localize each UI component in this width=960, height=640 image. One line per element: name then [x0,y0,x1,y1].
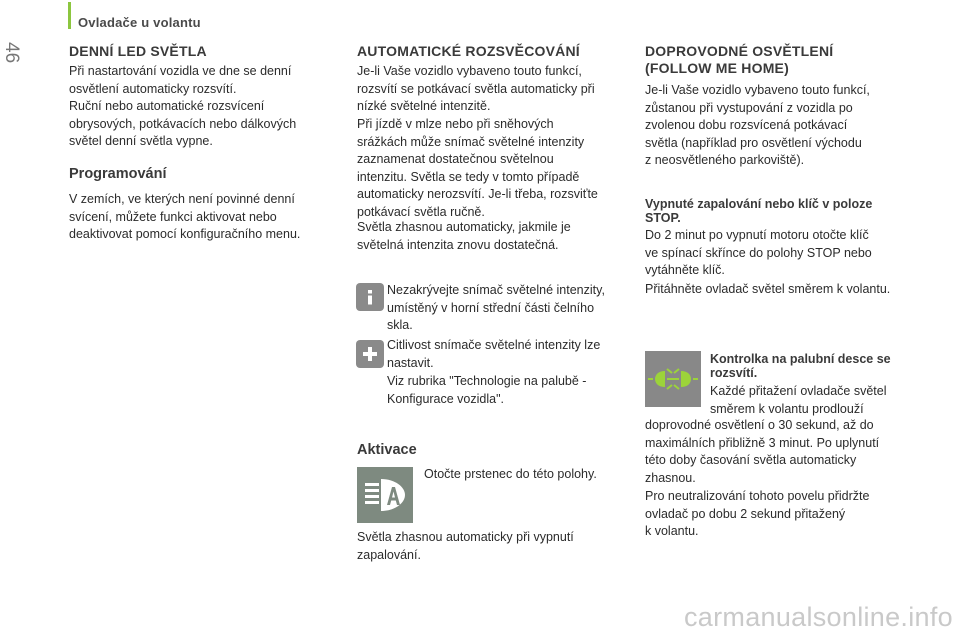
text-line: V zemích, ve kterých není povinné denní [69,192,295,206]
text-line: Světla zhasnou automaticky, jakmile je [357,220,571,234]
heading-line: rozsvítí. [710,366,758,380]
text-line: intenzitu. Světla se tedy v tomto případě [357,169,580,184]
text-line: Konfigurace vozidla". [387,391,505,406]
text-line: maximálních přibližně 3 minut. Po uplynutí [645,435,880,450]
auto-para-1 [357,63,632,116]
auto-para-2 [357,116,632,221]
neutralize-para [645,488,930,541]
text-line: z neosvětleného parkoviště). [645,153,805,167]
text-line: zaznamenat dostatečnou světelnou [357,152,554,166]
info-note [387,282,637,335]
text-line: Viz rubrika "Technologie na palubě - [387,374,587,388]
text-line: automaticky nerozsvítí. Je-li třeba, rozsviťte [357,187,598,201]
text-line: Do 2 minut po vypnutí motoru otočte klíč [645,228,869,242]
page-number: 46 [1,42,22,64]
text-line: Citlivost snímače světelné intenzity lze [387,338,601,352]
text-line: Přitáhněte ovladač světel směrem k volantu. [645,282,891,296]
text-line: Při jízdě v mlze nebo při sněhových [357,117,554,131]
heading-line: STOP. [645,211,681,225]
heading-line: Vypnuté zapalování nebo klíč v poloze [645,197,873,211]
reference-note [387,373,637,408]
text-line: světelná intenzita znovu dostatečná. [357,237,559,252]
text-line: k volantu. [645,524,699,538]
text-line: osvětlení automaticky rozsvítí. [69,81,237,96]
text-line: ve spínací skřínce do polohy STOP nebo [645,245,872,260]
text-line: deaktivovat pomocí konfiguračního menu. [69,227,301,241]
auto-light-icon [357,467,413,523]
text-line: rozsvítí se potkávací světla automaticky při [357,81,595,96]
lamp-para-1 [710,383,930,418]
plus-icon [356,340,384,368]
text-line: Nezakrývejte snímač světelné intenzity, [387,283,605,297]
text-line: ovladač po dobu 2 sekund přitažený [645,506,846,521]
text-line: Světla zhasnou automaticky při vypnutí [357,530,574,544]
text-line: srážkách může snímač světelné intenzity [357,134,585,149]
heading-programming: Programování [69,166,167,182]
dashboard-lamp-icon [645,351,701,407]
header-accent-bar [68,2,71,29]
heading-line: (FOLLOW ME HOME) [645,60,789,76]
heading-follow-me-home [645,43,833,77]
headlamp-warning-glyph [645,351,701,407]
info-icon-glyph [360,287,380,307]
day-lights-para-2 [69,98,339,151]
text-line: nízké světelné intenzitě. [357,99,491,113]
text-line: Je-li Vaše vozidlo vybaveno touto funkcí, [645,83,870,97]
heading-activation: Aktivace [357,442,417,458]
sensitivity-note [387,337,637,372]
heading-ignition-off [645,197,925,225]
text-line: světel denní světla vypne. [69,134,213,148]
auto-para-3 [357,219,632,254]
text-line: skla. [387,318,413,332]
info-icon [356,283,384,311]
section-title: Ovladače u volantu [78,15,201,30]
text-line: doprovodné osvětlení o 30 sekund, až do [645,418,874,432]
plus-icon-glyph [360,344,380,364]
watermark: carmanualsonline.info [684,602,953,632]
follow-para-1 [645,82,925,170]
text-line: Ruční nebo automatické rozsvícení [69,99,265,113]
text-line: zůstanou při vystupování z vozidla po [645,100,853,115]
day-lights-para-1 [69,63,339,98]
lamp-para-2 [645,417,930,487]
heading-auto-lighting: AUTOMATICKÉ ROZSVĚCOVÁNÍ [357,43,580,59]
heading-lamp-on [710,352,930,380]
auto-headlamp-glyph [357,467,413,523]
pull-lever-para [645,281,935,299]
text-line: nastavit. [387,355,434,370]
text-line: Při nastartování vozidla ve dne se denní [69,64,292,78]
text-line: Je-li Vaše vozidlo vybaveno touto funkcí, [357,64,582,78]
text-line: vytáhněte klíč. [645,263,725,277]
text-line: směrem k volantu prodlouží [710,401,864,416]
text-line: světla (například pro osvětlení východu [645,135,862,150]
programming-para [69,191,339,244]
ignition-para [645,227,925,280]
text-line: Každé přitažení ovladače světel [710,384,887,398]
activation-para [357,529,632,564]
heading-line: Kontrolka na palubní desce se [710,352,891,366]
text-line: Pro neutralizování tohoto povelu přidržte [645,489,870,503]
text-line: zvolenou dobu rozsvícená potkávací [645,118,848,132]
text-line: zapalování. [357,547,421,562]
heading-day-lights: DENNÍ LED SVĚTLA [69,43,207,59]
text-line: obrysových, potkávacích nebo dálkových [69,116,297,131]
text-line: potkávací světla ručně. [357,204,485,219]
text-line: svícení, můžete funkci aktivovat nebo [69,209,277,224]
activation-instruction [424,466,644,484]
text-line: Otočte prstenec do této polohy. [424,467,597,481]
heading-line: DOPROVODNÉ OSVĚTLENÍ [645,43,834,59]
text-line: umístěný v horní střední části čelního [387,300,595,315]
text-line: této doby časování světla automaticky [645,453,857,467]
text-line: zhasnou. [645,470,696,485]
